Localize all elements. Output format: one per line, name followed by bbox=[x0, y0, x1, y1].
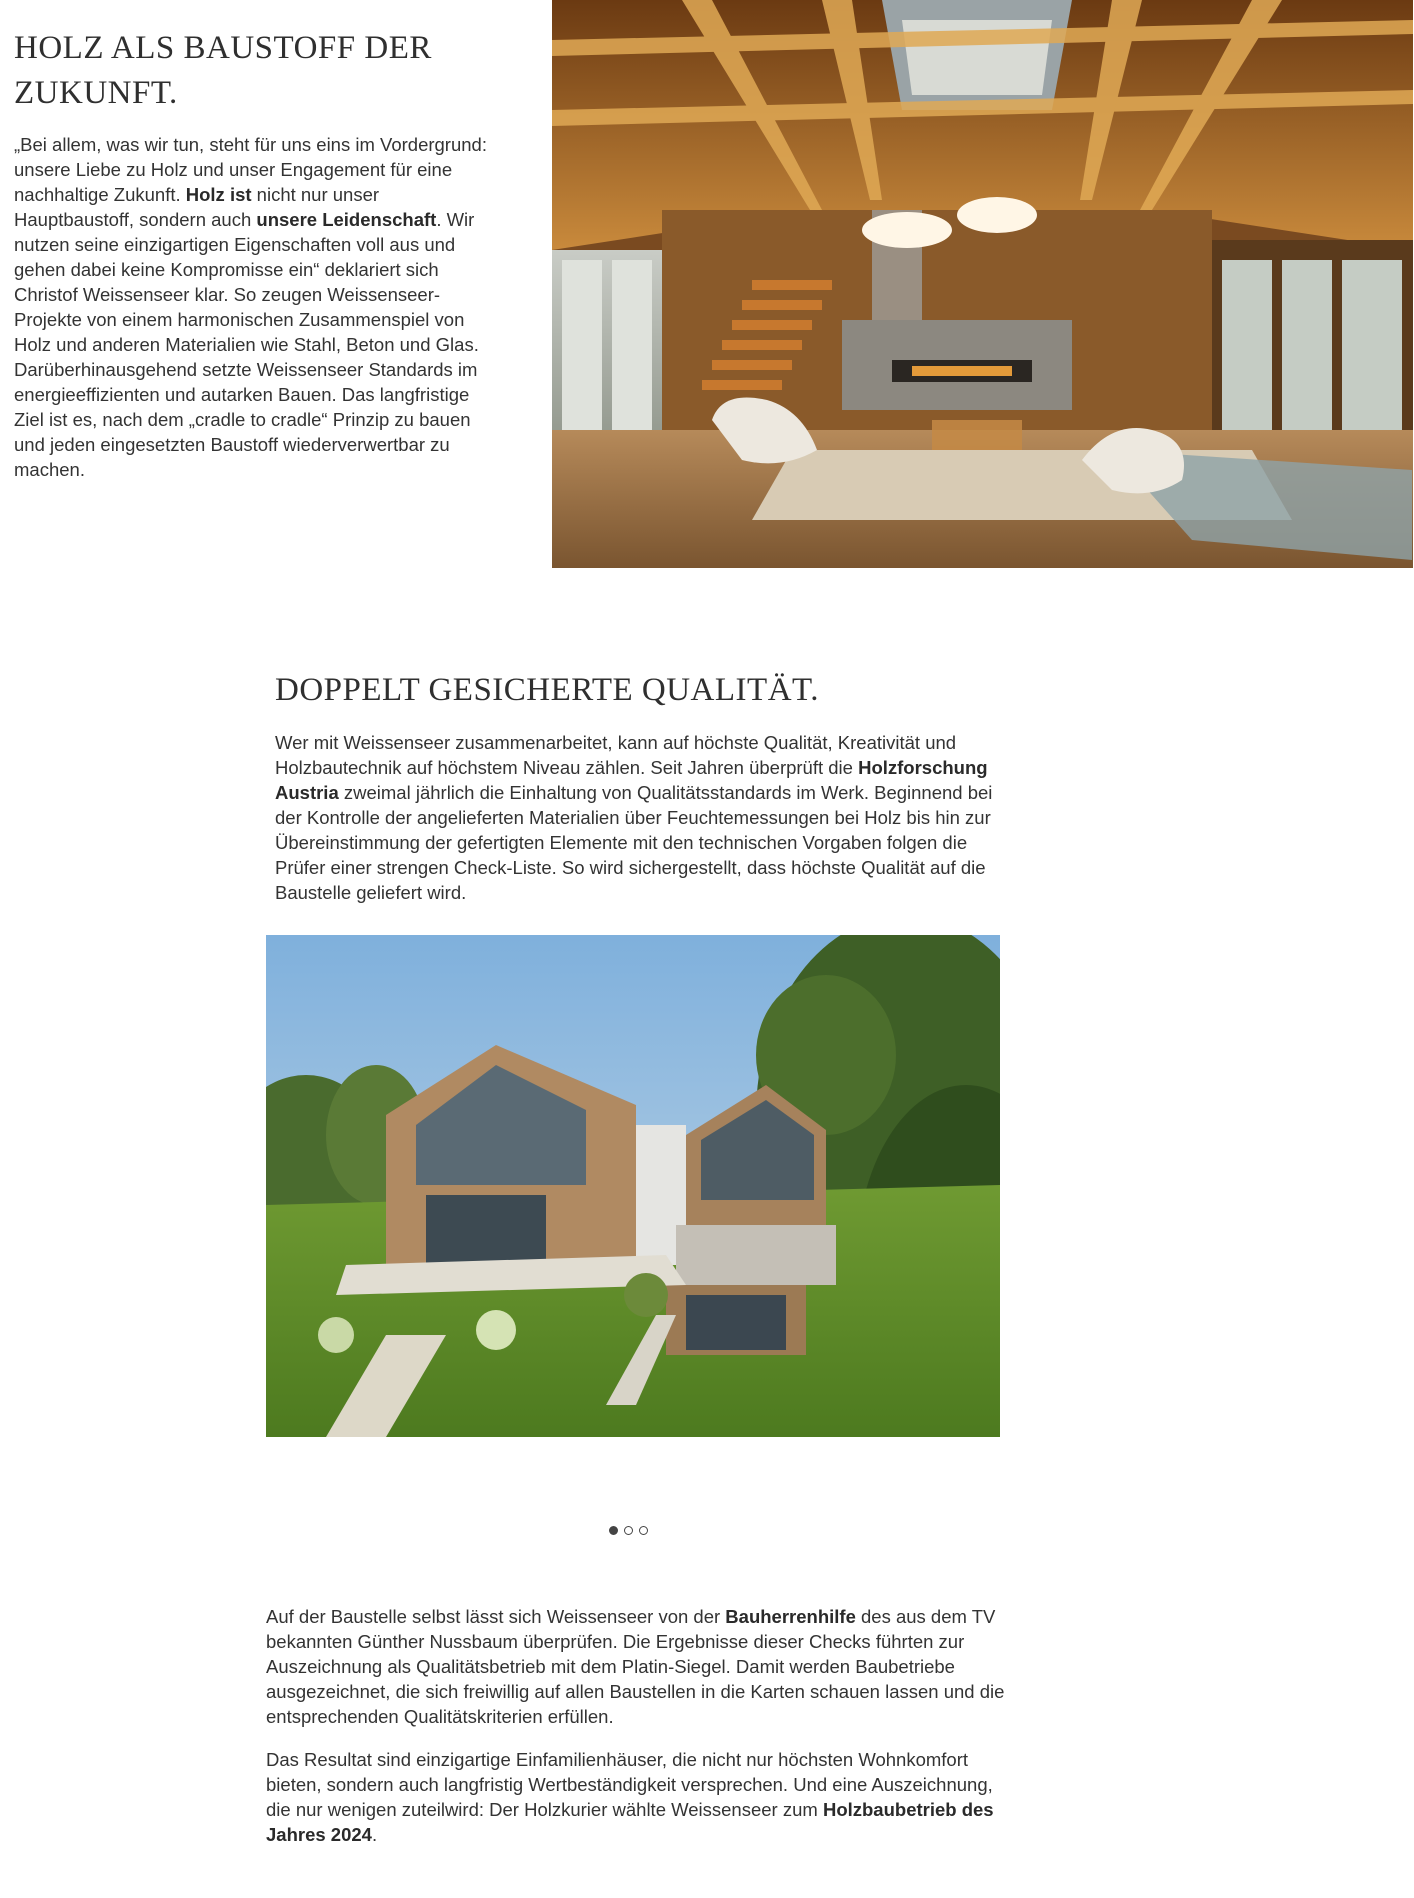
section-paragraph-holz bbox=[14, 132, 494, 482]
section-heading-holz bbox=[14, 26, 514, 116]
carousel-dots bbox=[609, 1526, 648, 1535]
text-run: Das Resultat sind einzigartige Einfamilienhäuser, die nicht nur höchsten Wohnkomfort bieten, sondern auch langfristig Wertbeständigkeit versprechen. Und eine Auszeichnung, die nur wenigen zuteilwird: Der Holzkurier wählte Weissenseer zum bbox=[266, 1749, 993, 1820]
carousel-dot-1[interactable] bbox=[609, 1526, 618, 1535]
carousel-dot-3[interactable] bbox=[639, 1526, 648, 1535]
paragraph-bauherrenhilfe bbox=[266, 1604, 1006, 1729]
bold-text: unsere Leidenschaft bbox=[256, 209, 437, 230]
heading-line-1: HOLZ ALS BAUSTOFF DER bbox=[14, 30, 432, 66]
bold-text: Holz ist bbox=[185, 184, 252, 205]
section-heading-qualitaet: DOPPELT GESICHERTE QUALITÄT. bbox=[275, 672, 819, 708]
bold-text: Holzforschung Austria bbox=[275, 757, 988, 803]
text-run: „Bei allem, was wir tun, steht für uns eins im Vordergrund: unsere Liebe zu Holz und unser Engagement für eine nachhaltige Zukunft. bbox=[14, 134, 487, 205]
text-run: Auf der Baustelle selbst lässt sich Weissenseer von der bbox=[266, 1606, 726, 1627]
text-run: nicht nur unser Hauptbaustoff, sondern auch bbox=[14, 184, 380, 230]
text-run: des aus dem TV bekannten Günther Nussbaum überprüfen. Die Ergebnisse dieser Checks führten zur Auszeichnung als Qualitätsbetrieb mit dem Platin-Siegel. Damit werden Baubetriebe ausgezeichnet, die sich freiwillig auf allen Baustellen in die Karten schauen lassen und die entsprechenden Qualitätskriterien erfüllen. bbox=[266, 1606, 1005, 1727]
text-run: . bbox=[371, 1824, 378, 1845]
text-run: zweimal jährlich die Einhaltung von Qualitätsstandards im Werk. Beginnend bei der Kontrolle der angelieferten Materialien über Feuchtemessungen bei Holz bis hin zur Übereinstimmung der gefertigten Elemente mit den technischen Vorgaben folgen die Prüfer einer strengen Check-Liste. So wird sichergestellt, dass höchste Qualität auf die Baustelle geliefert wird. bbox=[275, 782, 993, 903]
section-paragraph-qualitaet bbox=[275, 730, 1015, 905]
text-run: Wer mit Weissenseer zusammenarbeitet, kann auf höchste Qualität, Kreativität und Holzbautechnik auf höchstem Niveau zählen. Seit Jahren überprüft die bbox=[275, 732, 957, 778]
bold-text: Holzbaubetrieb des Jahres 2024 bbox=[266, 1799, 994, 1845]
carousel-dot-2[interactable] bbox=[624, 1526, 633, 1535]
text-run: . Wir nutzen seine einzigartigen Eigenschaften voll aus und gehen dabei keine Kompromisse ein“ deklariert sich Christof Weissenseer klar. So zeugen Weissenseer-Projekte von einem harmonischen Zusammenspiel von Holz und anderen Materialien wie Stahl, Beton und Glas. Darüberhinausgehend setzte Weissenseer Standards im energieeffizienten und autarken Bauen. Das langfristige Ziel ist es, nach dem „cradle to cradle“ Prinzip zu bauen und jeden eingesetzten Baustoff wiederverwertbar zu machen. bbox=[14, 209, 479, 480]
paragraph-resultat bbox=[266, 1747, 1006, 1847]
heading-line-2: ZUKUNFT. bbox=[14, 75, 178, 111]
interior-photo bbox=[552, 0, 1413, 568]
house-photo[interactable] bbox=[266, 935, 1000, 1437]
bold-text: Bauherrenhilfe bbox=[725, 1606, 856, 1627]
